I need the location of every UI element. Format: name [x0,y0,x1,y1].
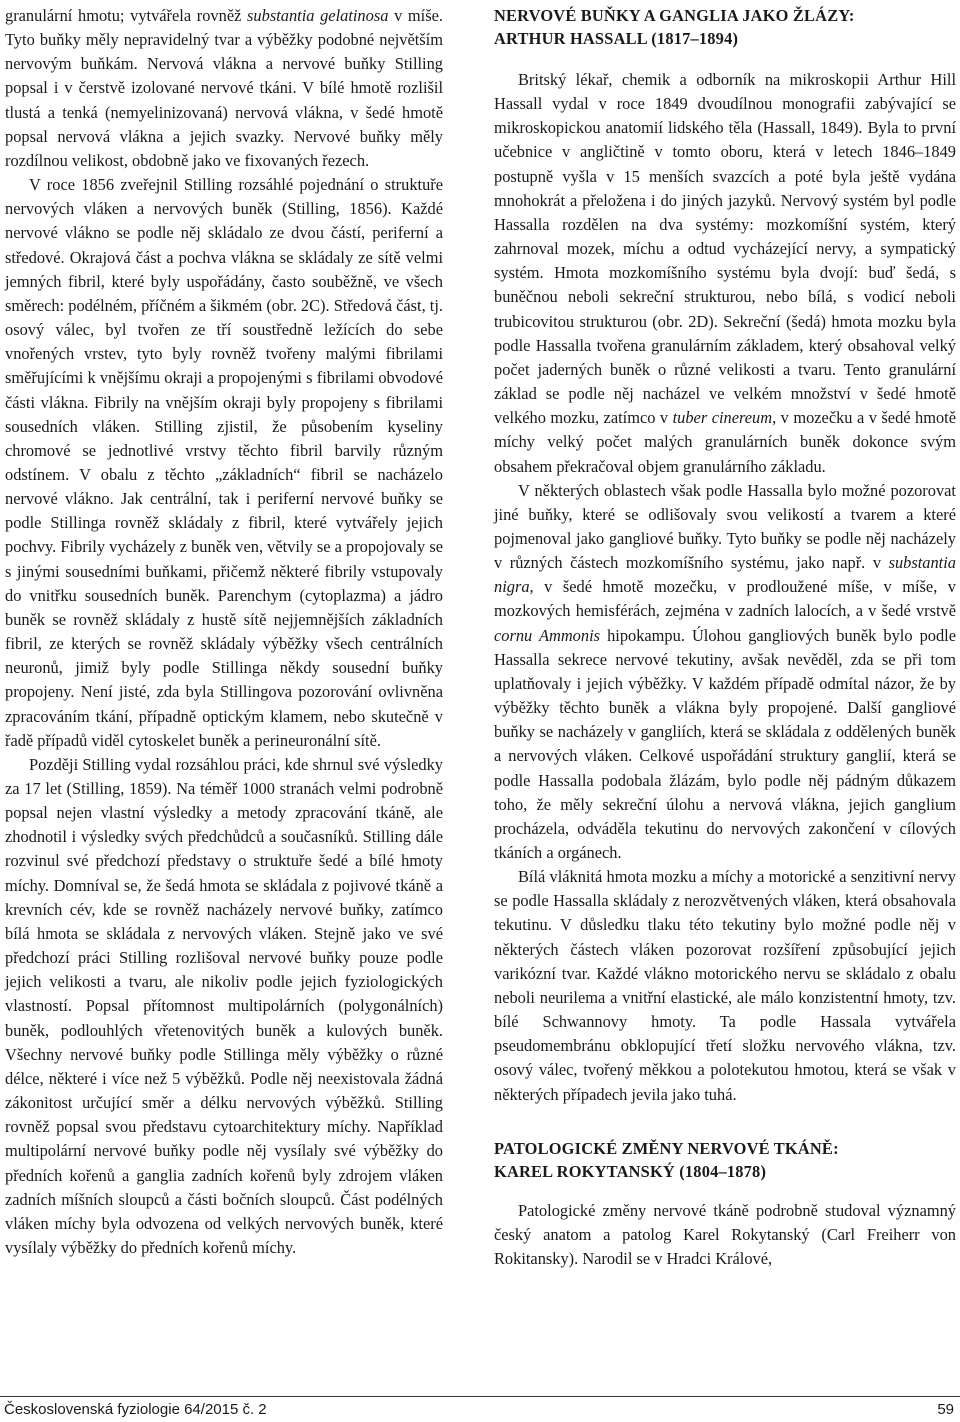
left-paragraph-2: V roce 1856 zveřejnil Stilling rozsáhlé pojednání o struktuře nervových vláken a nervových buněk (Stilling, 1856). Každé nervové vlákno se podle něj skládalo ze dvou částí, periferní a středové. Okrajová část a pochva vlákna se skládaly ze sítě velmi jemných fibril, které byly uspořádány, často souběžně, ve všech směrech: podélném, příčném a šikmém (obr. 2C). Středová část, tj. osový válec, byl tvořen ze tří soustředně ležících do sebe vnořených vrstev, tyto byly rovněž tvořeny malými fibrilami směřujícími k vnějšímu okraji a propojenými s fibrilami obvodové části vlákna. Fibrily na vnějším okraji byly propojeny s fibrilami sousedních vláken. Stilling zjistil, že působením kyseliny chromové se jednotlivé vrstvy těchto fibril barvily různým odstínem. V obalu z těchto „základních“ fibril se nacházelo nervové vlákno. Jak centrální, tak i periferní nervové buňky se podle Stillinga rovněž skládaly z fibril, které vytvářely jejich pochvy. Fibrily vycházely z buněk ven, větvily se a propojovaly se s jinými sousedními buňkami, přičemž některé fibrily vstupovaly do vnitřku sousedních buněk. Parenchym (cytoplazma) a jádro buněk se rovněž skládaly z hustě sítě nejjemnějších základních fibril, ze kterých se rovněž skládaly výběžky všech centrálních neuronů, jimiž byly podle Stillinga někdy sousední buňky propojeny. Není jisté, zda byla Stillingova pozorování ovlivněna zpracováním tkání, případně optickým klamem, nebo skutečně v řadě případů viděl cytoskelet buněk a perineuronální sítě. [5,175,443,750]
text-run: v [659,408,673,428]
footer-divider [0,1396,960,1397]
left-paragraph-3: Později Stilling vydal rozsáhlou práci, kde shrnul své výsledky za 17 let (Stilling, 1859). Na téměř 1000 stranách velmi podrobně popsal nejen vlastní výsledky a metody zpracování tkáně, ale zhodnotil i výsledky svých předchůdců a současníků. Stilling dále rozvinul své předchozí představy o struktuře šedé a bílé hmoty míchy. Domníval se, že šedá hmota se skládala z pojivové tkáně a krevních cév, kde se rovněž nacházely nervové buňky, zatímco bílá hmota se skládala z nervových vláken. Stejně jako ve své předchozí práci Stilling rozlišoval nervové buňky pouze podle jejich velikosti a tvaru, ale nikoliv podle jejich fyziologických vlastností. Popsal přítomnost multipolárních (polygonálních) buněk, podlouhlých vřetenovitých buněk a kulových buněk. Všechny nervové buňky podle Stillinga měly výběžky o různé délce, některé i více než 5 výběžků. Podle něj neexistovala žádná zákonitost určující směr a délku nervových výběžků. Stilling rovněž popsal svou představu cytoarchitektury míchy. Například multipolární nervové buňky podle něj vysílaly své výběžky do předních kořenů a ganglia zadních kořenů byly zdrojem vláken zadních míšních sloupců a části bočních sloupců. Část podélných vláken míchy byla odvozena od velkých nervových buněk, které vysílaly výběžky do předních kořenů míchy. [5,754,443,1257]
right-paragraph-4: Patologické změny nervové tkáně podrobně studoval významný český anatom a patolog Karel Rokytanský (Carl Freiherr von Rokitansky). Narodil se v Hradci Králové, [494,1200,956,1269]
text-run: v míše. Tyto buňky měly nepravidelný tvar a výběžky podobné největším nervovým buňkám. Nervová vlákna a nervové buňky Stilling popsal i v čerstvě izolované nervové tkáni. V bílé hmotě rozlišil tlustá a tenká (nemyelinizovaná) nervová vlákna, v šedé hmotě popsal nervová vlákna a jejich svazky. Nervové buňky měly rozdílnou velikost, obdobně jako ve fixovaných řezech. [5,6,443,170]
section-heading-hassall-line-2: ARTHUR HASSALL (1817–1894) [494,29,739,48]
right-column [494,4,956,1271]
text-run: , v šedé hmotě mozečku, v prodloužené míše, v míše, v mozkových hemisférách, zejména v zadních lalocích, a v šedé vrstvě [494,577,956,621]
italic-term: substantia gelatinosa [247,6,389,25]
italic-term: tuber cinereum [672,408,773,428]
section-heading-rokytansky-line-2: KAREL ROKYTANSKÝ (1804–1878) [494,1161,767,1181]
right-paragraph-1-main: Britský lékař, chemik a odborník na mikroskopii Arthur Hill Hassall vydal v roce 1849 dvoudílnou monografii zabývající se mikroskopickou anatomií lidského těla (Hassall, 1849). Byla to první učebnice v angličtině v tomto oboru, která v letech 1846–1849 postupně vyšla v 15 menších svazcích a poté byla ještě vydána mnohokrát a přeložena i do jiných jazyků. Nervový systém byl podle Hassalla rozdělen na dva systémy: mozkomíšní systém, který zahrnoval mozek, míchu a odtud vycházející nervy, a sympatický systém. Hmota mozkomíšního systému byla dvojí: buď šedá, s buněčnou neboli sekreční strukturou, nebo bílá, s vodicí neboli trubicovitou strukturou (obr. 2D). Sekreční (šedá) hmota mozku byla podle Hassalla tvořena granulárním základem, který obsahoval velký počet jaderných buněk o různé velikosti a tvaru. Tento granulární základ se podle něj nacházel ve velkém množství v šedé hmotě velkého mozku, zatímco [494,70,956,428]
section-heading-rokytansky-line-1: PATOLOGICKÉ ZMĚNY NERVOVÉ TKÁNĚ: [494,1138,839,1158]
section-heading-hassall [494,4,956,50]
left-column [5,4,443,1260]
footer-page-number: 59 [937,1401,954,1418]
text-run: V některých oblastech však podle Hassalla bylo možné pozorovat jiné buňky, které se odlišovaly svou velikostí a tvarem a které pojmenoval jako gangliové buňky. Tyto buňky se podle něj nacházely v různých částech mozkomíšního systému, jako např. v [494,480,956,573]
text-run: hipokampu. Úlohou gangliových buněk bylo podle Hassalla sekrece nervové tekutiny, avšak nevěděl, zda se při tom uplatňovaly i jejich výběžky. V každém případě odmítal názor, že by výběžky těchto buněk a vlákna byly propojené. Další gangliové buňky se nacházely v gangliích, která se skládala z oddělených buněk a nervových vláken. Celkové uspořádání struktury ganglií, která se podle Hassalla podobala žlázám, bylo podle něj pádným důkazem toho, že měly sekreční úlohu a nervová vlákna, jejich ganglium procházela, odváděla tekutinu do nervových zakončení v cílových tkáních a orgánech. [494,625,956,862]
italic-term: substantia nigra [494,553,956,597]
text-run: granulární hmotu; vytvářela rovněž [5,6,248,25]
section-heading-hassall-line-1: NERVOVÉ BUŇKY A GANGLIA JAKO ŽLÁZY: [494,6,855,25]
right-paragraph-2 [494,479,956,866]
right-paragraph-3: Bílá vláknitá hmota mozku a míchy a motorické a senzitivní nervy se podle Hassalla skládaly z nerozvětvených vláken, která obsahovala tekutinu. V důsledku tlaku této tekutiny bylo možné podle něj v některých částech vláken pozorovat rozšíření způsobující jejich varikózní tvar. Každé vlákno motorického nervu se skládalo z obalu neboli neurilema a vnitřní elastické, ale málo konzistentní hmoty, tzv. bílé Schwannovy hmoty. Ta podle Hassala vytvářela pseudomembránu obklopující třetí složku nervového vlákna, tzv. osový válec, tvořený měkkou a polotekutou hmotou, která se však v některých případech jevila jako tuhá. [494,867,956,1104]
text-run: , v mozečku a v šedé hmotě míchy velký počet malých granulárních buněk dokonce svým obsahem překračoval objem granulárního základu. [494,408,956,476]
section-heading-rokytansky [494,1137,956,1183]
left-paragraph-1 [5,4,443,173]
right-paragraph-1 [494,68,956,479]
footer-journal-title: Československá fyziologie 64/2015 č. 2 [4,1401,267,1418]
italic-term: cornu Ammonis [494,625,601,645]
